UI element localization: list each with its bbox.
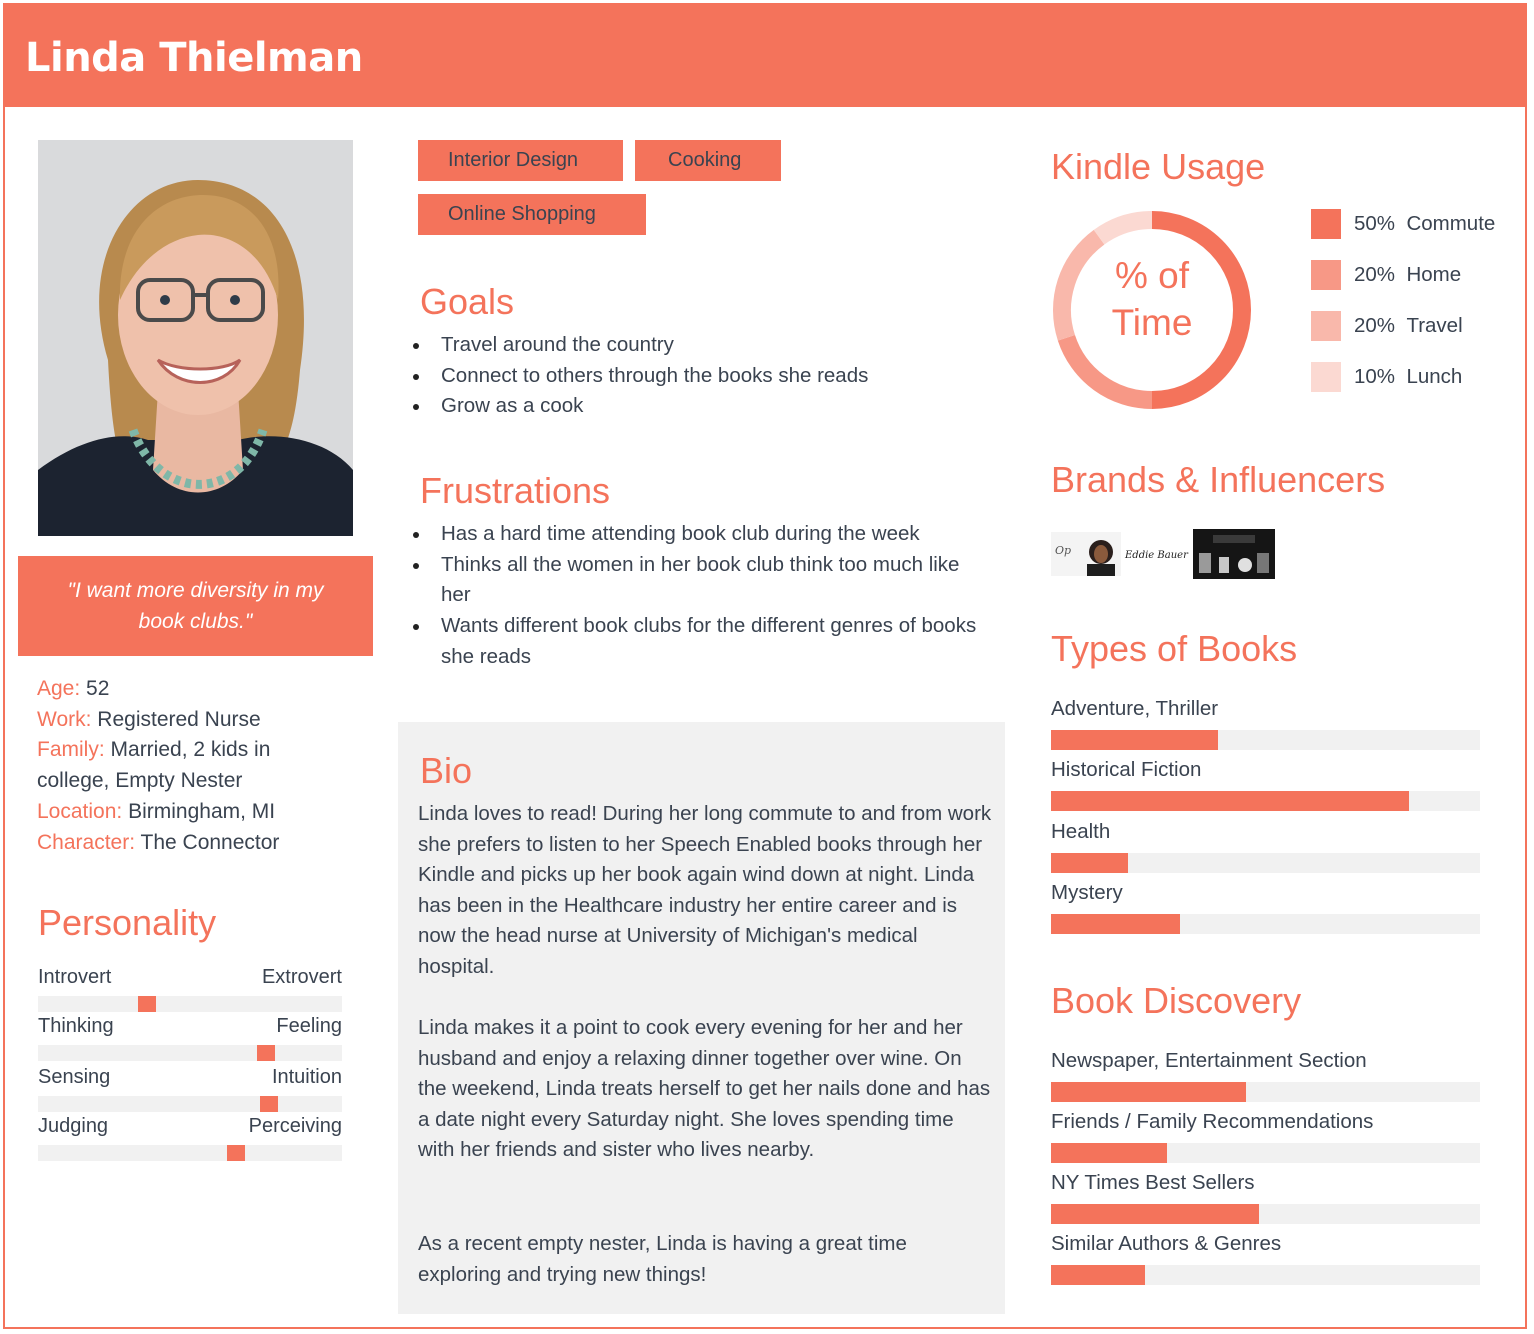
donut-slice-lunch (1099, 220, 1152, 237)
legend-item (1311, 311, 1463, 341)
trait-marker (257, 1045, 275, 1061)
trait-right-label: Extrovert (261, 966, 342, 988)
interest-tag: Cooking (635, 140, 781, 181)
frustration-item: Wants different book clubs for the different genres of books she reads (411, 611, 991, 672)
legend-label: Travel (1406, 314, 1463, 337)
fact-key: Work: (37, 707, 92, 731)
trait-right-label: Intuition (271, 1066, 342, 1088)
bar-track (1051, 791, 1480, 811)
bio-paragraph: Linda makes it a point to cook every evening for her and her husband and enjoy a relaxing dinner together over wine. On the weekend, Linda treats herself to get her nails done and has a date night every Saturday night. She loves spending time with her friends and sister who lives nearby. (418, 1016, 991, 1162)
bar-label: Newspaper, Entertainment Section (1051, 1049, 1367, 1072)
persona-name: Linda Thielman (25, 35, 363, 81)
book-discovery-heading: Book Discovery (1051, 980, 1302, 1021)
trait-scale (38, 1096, 342, 1112)
frustrations-heading: Frustrations (420, 470, 611, 511)
kindle-usage-heading: Kindle Usage (1051, 146, 1266, 187)
legend-item (1311, 260, 1461, 290)
trait-row (38, 966, 342, 992)
bar-label: Mystery (1051, 881, 1123, 904)
goals-list (411, 330, 991, 422)
fact-key: Age: (37, 677, 81, 700)
fact-location (37, 797, 337, 828)
frustration-item: Has a hard time attending book club during the week (411, 519, 991, 550)
svg-text:Op: Op (1055, 544, 1072, 557)
donut-center-line1: % of (1114, 255, 1190, 296)
bio-heading: Bio (420, 750, 473, 791)
eddie-bauer-logo-icon (1121, 532, 1193, 576)
legend-item (1311, 362, 1462, 392)
bar-track (1051, 730, 1480, 750)
fact-age (37, 674, 337, 705)
bar-fill (1051, 1143, 1167, 1163)
trait-left-label: Introvert (38, 966, 112, 988)
discovery-row (1051, 1110, 1480, 1136)
trait-marker (227, 1145, 245, 1161)
goal-item: Travel around the country (411, 330, 991, 361)
legend-swatch (1311, 362, 1341, 392)
fact-key: Location: (37, 799, 123, 823)
book-type-row (1051, 758, 1480, 784)
legend-item (1311, 209, 1495, 239)
types-of-books-heading: Types of Books (1051, 628, 1298, 669)
svg-text:Eddie Bauer: Eddie Bauer (1125, 550, 1188, 561)
bio-panel (398, 722, 1005, 1314)
kindle-usage-donut (1052, 210, 1252, 410)
bar-fill (1051, 791, 1409, 811)
oprah-logo-icon (1051, 532, 1121, 576)
fact-work (37, 705, 337, 736)
legend-pct: 20% (1354, 263, 1396, 286)
persona-photo (38, 140, 353, 536)
fact-key: Character: (37, 830, 136, 854)
donut-slice-travel (1062, 237, 1099, 338)
fact-value: 52 (86, 677, 110, 700)
persona-quote (18, 556, 373, 656)
bar-track (1051, 1082, 1480, 1102)
legend-label: Commute (1406, 212, 1496, 235)
trait-row (38, 1066, 342, 1092)
trait-row (38, 1015, 342, 1041)
header-bar (5, 5, 1525, 107)
brands-heading: Brands & Influencers (1051, 459, 1386, 500)
legend-label: Lunch (1406, 365, 1463, 388)
bar-fill (1051, 914, 1180, 934)
bar-label: Friends / Family Recommendations (1051, 1110, 1374, 1133)
bio-paragraph: Linda loves to read! During her long commute to and from work she prefers to listen to her Speech Enabled books through her Kindle and picks up her book again wind down at night. Linda has been in the Healthcare industry her entire career and is now the head nurse at University of Michigan's medical hospital. (418, 802, 992, 978)
legend-swatch (1311, 209, 1341, 239)
bar-label: Historical Fiction (1051, 758, 1202, 781)
bar-track (1051, 1204, 1480, 1224)
trait-marker (138, 996, 156, 1012)
donut-center-line2: Time (1111, 302, 1193, 343)
bar-track (1051, 1265, 1480, 1285)
bar-fill (1051, 1082, 1246, 1102)
bar-track (1051, 853, 1480, 873)
trait-scale (38, 1045, 342, 1061)
book-type-row (1051, 697, 1480, 723)
legend-swatch (1311, 260, 1341, 290)
legend-pct: 20% (1354, 314, 1396, 337)
frustrations-list (411, 519, 991, 673)
trait-scale (38, 1145, 342, 1161)
bar-fill (1051, 853, 1128, 873)
goals-heading: Goals (420, 281, 515, 322)
bar-track (1051, 914, 1480, 934)
bar-label: Health (1051, 820, 1111, 843)
personality-heading: Personality (38, 902, 217, 943)
bar-label: Adventure, Thriller (1051, 697, 1219, 720)
persona-facts (37, 674, 337, 858)
fact-family (37, 735, 337, 796)
donut-slice-home (1066, 338, 1152, 400)
fact-character (37, 828, 337, 859)
fact-value: Birmingham, MI (128, 799, 276, 823)
trait-left-label: Judging (38, 1115, 109, 1137)
legend-pct: 50% (1354, 212, 1396, 235)
goal-item: Connect to others through the books she reads (411, 361, 991, 392)
bar-label: Similar Authors & Genres (1051, 1232, 1282, 1255)
trait-right-label: Feeling (276, 1015, 342, 1037)
bar-fill (1051, 1265, 1145, 1285)
trait-left-label: Thinking (38, 1015, 114, 1037)
quote-text: "I want more diversity in my book clubs." (67, 579, 324, 633)
bar-fill (1051, 730, 1218, 750)
trait-left-label: Sensing (38, 1066, 111, 1088)
frustration-item: Thinks all the women in her book club think too much like her (411, 550, 991, 611)
discovery-row (1051, 1171, 1480, 1197)
bar-track (1051, 1143, 1480, 1163)
interest-tag: Online Shopping (418, 194, 646, 235)
discovery-row (1051, 1049, 1480, 1075)
bar-label: NY Times Best Sellers (1051, 1171, 1255, 1194)
trait-scale (38, 996, 342, 1012)
brand-logos (1051, 529, 1275, 579)
bar-fill (1051, 1204, 1259, 1224)
goal-item: Grow as a cook (411, 391, 991, 422)
book-type-row (1051, 820, 1480, 846)
fact-value: Registered Nurse (97, 707, 261, 731)
discovery-row (1051, 1232, 1480, 1258)
trait-right-label: Perceiving (248, 1115, 342, 1137)
trait-row (38, 1115, 342, 1141)
legend-label: Home (1406, 263, 1462, 286)
fact-value: Married, 2 kids in college, Empty Nester (37, 738, 271, 793)
legend-swatch (1311, 311, 1341, 341)
williams-sonoma-logo-icon (1193, 529, 1275, 579)
interest-tag: Interior Design (418, 140, 623, 181)
fact-key: Family: (37, 738, 105, 762)
trait-marker (260, 1096, 278, 1112)
legend-pct: 10% (1354, 365, 1396, 388)
book-type-row (1051, 881, 1480, 907)
bio-paragraph: As a recent empty nester, Linda is having a great time exploring and trying new things! (418, 1232, 907, 1286)
fact-value: The Connector (140, 830, 280, 854)
